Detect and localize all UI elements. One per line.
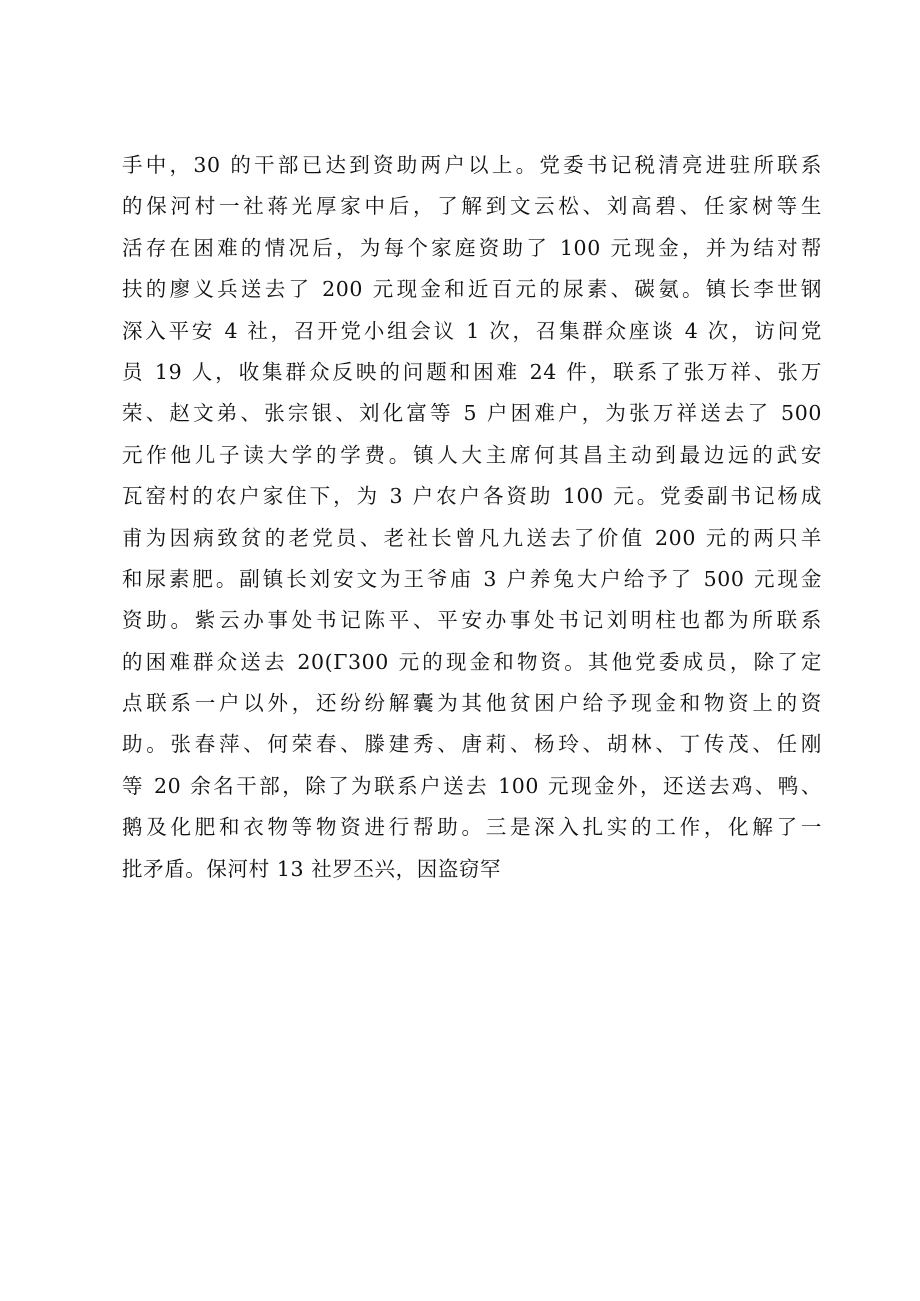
text-line: 的保河村一社蒋光厚家中后，了解到文云松、刘高碧、任家树等生	[122, 194, 822, 219]
text-line: 点联系一户以外，还纷纷解囊为其他贫困户给予现金和物资上的资	[122, 691, 822, 716]
text-line: 活存在困难的情况后，为每个家庭资助了 100 元现金，并为结对帮	[122, 235, 822, 260]
text-line: 瓦窑村的农户家住下，为 3 户农户各资助 100 元。党委副书记杨成	[122, 484, 822, 509]
text-line: 员 19 人，收集群众反映的问题和困难 24 件，联系了张万祥、张万	[122, 359, 822, 384]
text-line: 批矛盾。保河村 13 社罗丕兴，因盗窃罕	[122, 856, 502, 881]
text-line: 的困难群众送去 20(Γ300 元的现金和物资。其他党委成员，除了定	[122, 649, 822, 674]
text-line: 手中，30 的干部已达到资助两户以上。党委书记税清亮进驻所联系	[122, 153, 822, 177]
text-line: 等 20 余名干部，除了为联系户送去 100 元现金外，还送去鸡、鸭、	[122, 773, 822, 798]
text-line: 荣、赵文弟、张宗银、刘化富等 5 户困难户，为张万祥送去了 500	[122, 401, 822, 426]
text-line: 鹅及化肥和衣物等物资进行帮助。三是深入扎实的工作，化解了一	[122, 815, 822, 840]
body-paragraph	[122, 145, 822, 890]
text-line: 资助。紫云办事处书记陈平、平安办事处书记刘明柱也都为所联系	[122, 608, 822, 633]
text-line: 深入平安 4 社，召开党小组会议 1 次，召集群众座谈 4 次，访问党	[122, 318, 822, 343]
text-line: 甫为因病致贫的老党员、老社长曾凡九送去了价值 200 元的两只羊	[122, 525, 822, 550]
text-line: 扶的廖义兵送去了 200 元现金和近百元的尿素、碳氨。镇长李世钢	[122, 277, 822, 302]
text-line: 元作他儿子读大学的学费。镇人大主席何其昌主动到最边远的武安	[122, 442, 822, 467]
text-line: 和尿素肥。副镇长刘安文为王爷庙 3 户养兔大户给予了 500 元现金	[122, 566, 822, 591]
text-line: 助。张春萍、何荣春、滕建秀、唐莉、杨玲、胡林、丁传茂、任刚	[122, 732, 822, 757]
